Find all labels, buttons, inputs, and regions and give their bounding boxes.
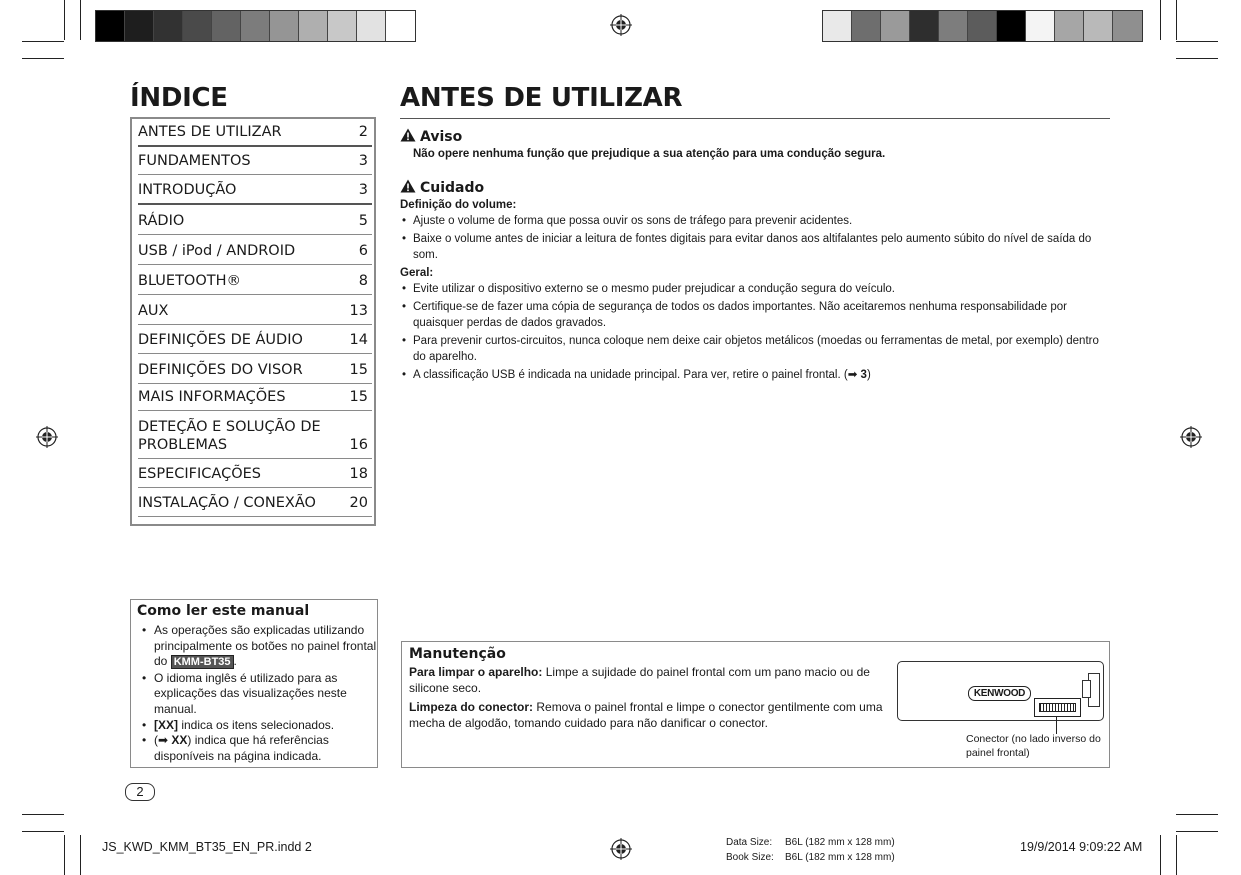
color-swatch — [299, 11, 328, 41]
color-swatch — [241, 11, 270, 41]
how-to-read-list — [137, 623, 379, 764]
color-swatch — [910, 11, 939, 41]
warning-icon — [400, 128, 416, 142]
crop-mark — [22, 814, 64, 815]
how-to-read-title: Como ler este manual — [137, 603, 310, 619]
toc-title: ÍNDICE — [130, 83, 228, 113]
color-swatch — [357, 11, 386, 41]
color-swatch — [154, 11, 183, 41]
warning-icon — [400, 179, 416, 193]
section-rule — [400, 118, 1110, 119]
toc-item-label: ANTES DE UTILIZAR — [138, 124, 282, 140]
footer-datetime: 19/9/2014 9:09:22 AM — [1020, 840, 1143, 854]
registration-mark-icon — [1180, 426, 1202, 448]
footer-sizes: Data Size: B6L (182 mm x 128 mm) Book Size: B6L (182 mm x 128 mm) — [726, 837, 895, 863]
toc-item[interactable] — [138, 488, 372, 517]
toc-item[interactable] — [138, 384, 372, 411]
toc-item-label: INTRODUÇÃO — [138, 182, 237, 198]
color-swatch — [939, 11, 968, 41]
toc-item[interactable] — [138, 459, 372, 488]
aviso-heading: Aviso — [400, 128, 1112, 146]
toc-item[interactable] — [138, 295, 372, 325]
toc-item-label: AUX — [138, 303, 169, 319]
toc-item-label: ESPECIFICAÇÕES — [138, 466, 261, 482]
toc-item-page: 5 — [358, 213, 368, 229]
toc-item-page: 3 — [358, 153, 368, 169]
toc-item-label: RÁDIO — [138, 213, 185, 229]
crop-mark — [1176, 831, 1218, 832]
color-swatch — [328, 11, 357, 41]
model-badge: KMM-BT35 — [171, 655, 234, 669]
registration-mark-icon — [610, 838, 632, 860]
color-bar-left — [95, 10, 416, 42]
crop-mark — [22, 831, 64, 832]
color-bar-right — [822, 10, 1143, 42]
toc-item[interactable] — [138, 205, 372, 235]
crop-mark — [80, 835, 81, 875]
connector-pins — [1039, 703, 1076, 712]
toc-item-page: 18 — [349, 466, 368, 482]
registration-mark-icon — [36, 426, 58, 448]
toc-item[interactable] — [138, 235, 372, 265]
maintenance-title: Manutenção — [409, 646, 506, 662]
color-swatch — [881, 11, 910, 41]
maintenance-paragraph: Limpeza do conector: Remova o painel frontal e limpe o conector gentilmente com uma mecha de algodão, tomando cuidado para não danificar o conector. — [409, 700, 883, 730]
toc-item-page: 20 — [349, 495, 368, 511]
toc-item-page: 13 — [349, 303, 368, 319]
toc-item-page: 6 — [358, 243, 368, 259]
toc-item-page: 3 — [358, 182, 368, 198]
color-swatch — [1113, 11, 1142, 41]
toc-item-label: INSTALAÇÃO / CONEXÃO — [138, 495, 316, 511]
how-to-read-box — [130, 599, 378, 768]
toc-item-page: 2 — [358, 124, 368, 140]
list-item: • (➡ XX) indica que há referências disponíveis na página indicada. — [154, 733, 379, 764]
panel-latch — [1082, 680, 1091, 698]
volume-heading: Definição do volume: — [400, 198, 517, 211]
list-item: • Para prevenir curtos-circuitos, nunca coloque nem deixe cair objetos metálicos (moedas ou ferramentas de metal, por exemplo) dentro do aparelho. — [413, 333, 1112, 366]
toc-item[interactable] — [138, 147, 372, 175]
volume-list — [400, 213, 1112, 264]
toc-item[interactable] — [138, 175, 372, 205]
brand-logo: KENWOOD — [968, 686, 1031, 701]
crop-mark — [1176, 814, 1218, 815]
color-swatch — [96, 11, 125, 41]
toc-item-label: DEFINIÇÕES DE ÁUDIO — [138, 332, 303, 348]
page-number: 2 — [125, 783, 155, 801]
arrow-right-icon: ➡ — [158, 733, 169, 748]
toc-item-page: 14 — [349, 332, 368, 348]
cuidado-heading: Cuidado — [400, 179, 1112, 197]
toc-item-label: DEFINIÇÕES DO VISOR — [138, 362, 303, 378]
crop-mark — [1176, 835, 1177, 875]
crop-mark — [1160, 835, 1161, 875]
toc-item-label: PROBLEMAS — [138, 437, 228, 453]
maintenance-box — [401, 641, 1110, 768]
toc-item-page: 8 — [358, 273, 368, 289]
arrow-right-icon: ➡ — [847, 368, 858, 381]
color-swatch — [1055, 11, 1084, 41]
toc-item[interactable] — [138, 354, 372, 384]
list-item: • Baixe o volume antes de iniciar a leitura de fontes digitais para evitar danos aos altifalantes pelo aumento súbito do nível de saída do som. — [413, 231, 1112, 264]
list-item: • Evite utilizar o dispositivo externo se o mesmo puder prejudicar a condução segura do veículo. — [413, 281, 1112, 298]
color-swatch — [183, 11, 212, 41]
list-item: • O idioma inglês é utilizado para as explicações das visualizações neste manual. — [154, 671, 379, 718]
color-swatch — [1026, 11, 1055, 41]
toc-item-page: 15 — [349, 362, 368, 378]
color-swatch — [823, 11, 852, 41]
crop-mark — [64, 835, 65, 875]
connector — [1034, 698, 1081, 717]
color-swatch — [997, 11, 1026, 41]
footer-filename: JS_KWD_KMM_BT35_EN_PR.indd 2 — [102, 840, 312, 854]
toc-item-label: MAIS INFORMAÇÕES — [138, 389, 286, 405]
toc-item-page: 16 — [349, 437, 368, 453]
color-swatch — [852, 11, 881, 41]
crop-mark — [22, 41, 64, 42]
crop-mark — [1176, 0, 1177, 40]
list-item: • [XX] indica os itens selecionados. — [154, 718, 379, 734]
toc-item-label: USB / iPod / ANDROID — [138, 243, 296, 259]
crop-mark — [1176, 58, 1218, 59]
color-swatch — [386, 11, 415, 41]
color-swatch — [212, 11, 241, 41]
list-item: • Ajuste o volume de forma que possa ouvir os sons de tráfego para prevenir acidentes. — [413, 213, 1112, 230]
toc-item-page: 15 — [349, 389, 368, 405]
color-swatch — [1084, 11, 1113, 41]
crop-mark — [80, 0, 81, 40]
toc-item-label: FUNDAMENTOS — [138, 153, 251, 169]
toc-item[interactable] — [138, 119, 372, 147]
list-item: • A classificação USB é indicada na unidade principal. Para ver, retire o painel frontal. (➡ 3) — [413, 367, 1112, 384]
page-reference[interactable]: 3 — [860, 368, 867, 381]
geral-heading: Geral: — [400, 266, 434, 279]
color-swatch — [270, 11, 299, 41]
geral-list — [400, 281, 1112, 383]
toc-item-label: DETEÇÃO E SOLUÇÃO DE — [138, 419, 321, 435]
color-swatch — [968, 11, 997, 41]
table-of-contents — [130, 117, 376, 526]
section-body — [400, 128, 1112, 384]
section-title: ANTES DE UTILIZAR — [400, 83, 683, 113]
crop-mark — [64, 0, 65, 40]
registration-mark-icon — [610, 14, 632, 36]
connector-caption: Conector (no lado inverso do painel frontal) — [966, 733, 1101, 759]
toc-item[interactable] — [138, 411, 372, 459]
crop-mark — [22, 58, 64, 59]
maintenance-paragraph: Para limpar o aparelho: Limpe a sujidade do painel frontal com um pano macio ou de silicone seco. — [409, 665, 870, 695]
crop-mark — [1160, 0, 1161, 40]
crop-mark — [1176, 41, 1218, 42]
toc-item[interactable] — [138, 265, 372, 295]
list-item: • As operações são explicadas utilizando principalmente os botões no painel frontal do KMM-BT35 . — [154, 623, 379, 671]
toc-item-label: BLUETOOTH® — [138, 273, 242, 289]
toc-item[interactable] — [138, 325, 372, 354]
list-item: • Certifique-se de fazer uma cópia de segurança de todos os dados importantes. Não aceitaremos nenhuma responsabilidade por quaisquer perdas de dados gravados. — [413, 299, 1112, 332]
aviso-text: Não opere nenhuma função que prejudique a sua atenção para uma condução segura. — [413, 148, 886, 160]
color-swatch — [125, 11, 154, 41]
